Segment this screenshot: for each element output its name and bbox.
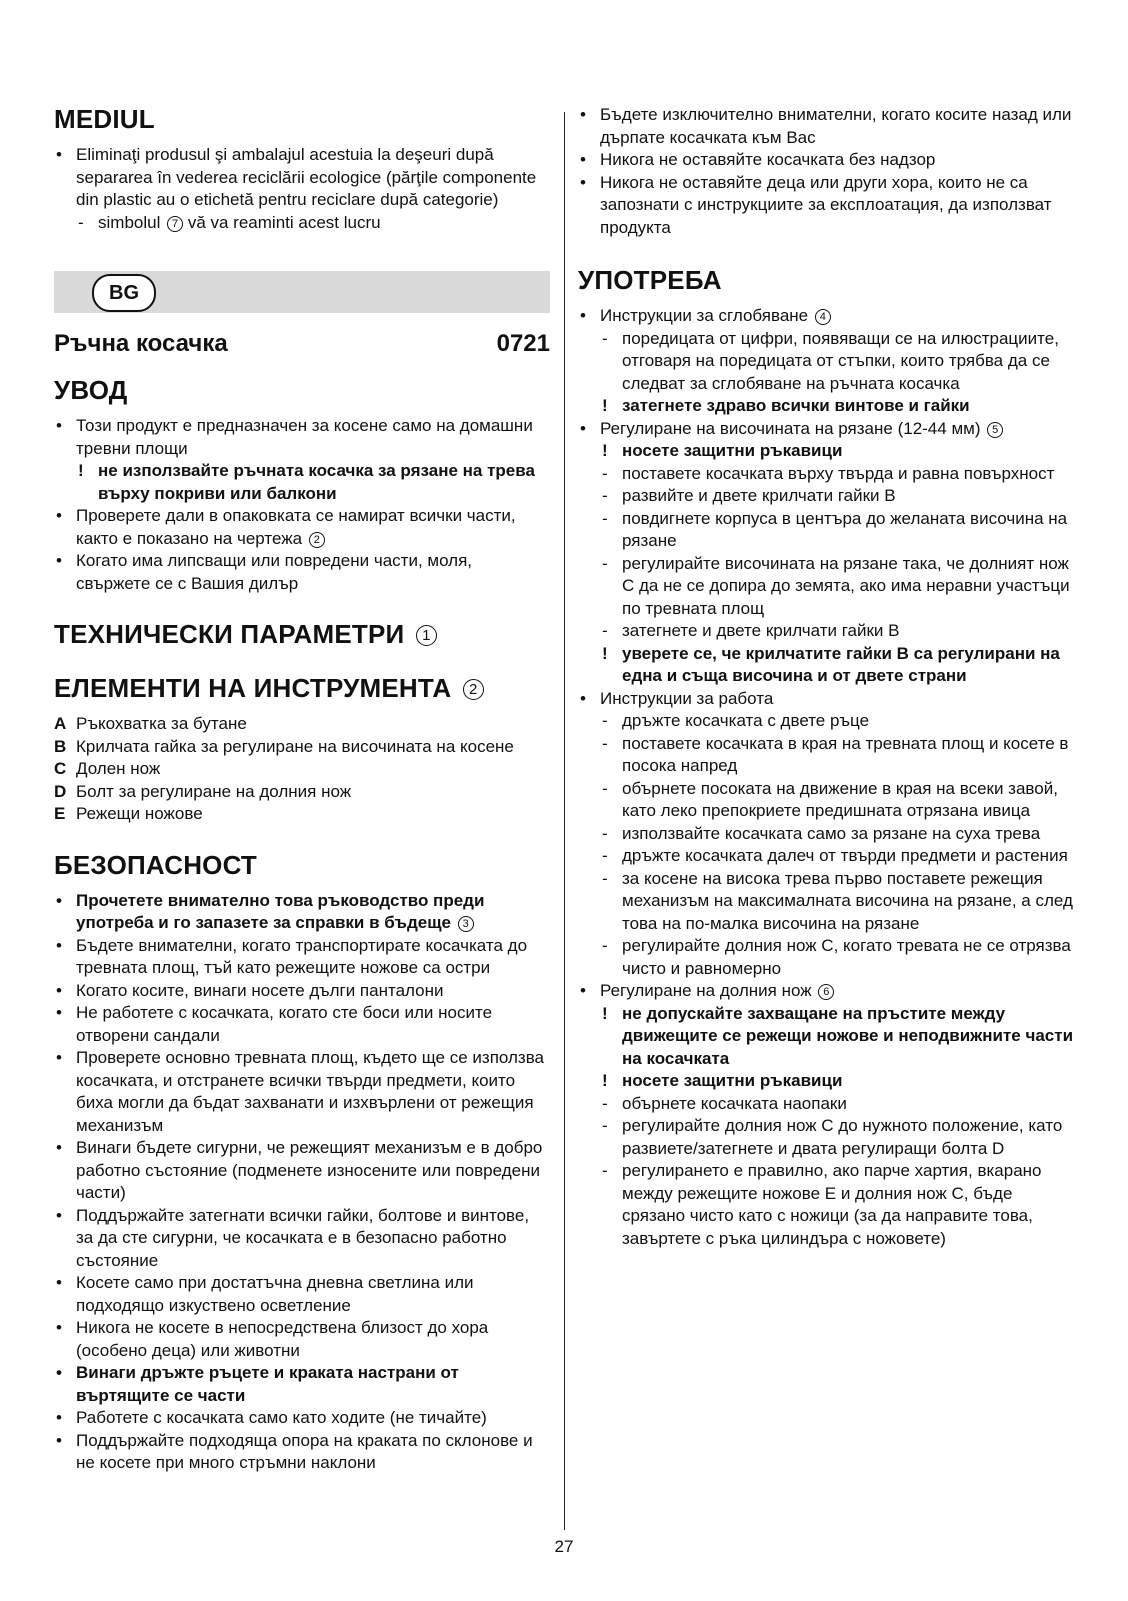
list-item: • Винаги дръжте ръцете и краката настрани от въртящите се части (54, 1362, 550, 1407)
figure-ref-icon: 6 (818, 984, 834, 1000)
list-item: • Регулиране на височината на рязане (12-44 мм) 5 (578, 418, 1080, 441)
language-badge: BG (92, 274, 156, 312)
figure-ref-icon: 7 (167, 216, 183, 232)
list-item: • Никога не оставяйте деца или други хора, които не са запознати с инструкциите за експлоатация, да използват продукта (578, 172, 1080, 240)
warning-item: ! носете защитни ръкавици (578, 1070, 1080, 1093)
list-item: • Инструкции за работа (578, 688, 1080, 711)
uvod-list (54, 415, 550, 595)
list-item: - поставете косачката в края на тревната площ и косете в посока напред (578, 733, 1080, 778)
list-item: • Не работете с косачката, когато сте боси или носите отворени сандали (54, 1002, 550, 1047)
usage-list (578, 305, 1080, 1250)
list-item: - регулирайте долния нож C до нужното положение, като развиете/затегнете и двата регулиращи болта D (578, 1115, 1080, 1160)
list-item: - затегнете и двете крилчати гайки B (578, 620, 1080, 643)
list-item: • Когато косите, винаги носете дълги панталони (54, 980, 550, 1003)
list-item: - обърнете посоката на движение в края на всеки завой, като леко препокриете предишната отрязана ивица (578, 778, 1080, 823)
right-column (578, 104, 1080, 1250)
list-item: • Прочетете внимателно това ръководство преди употреба и го запазете за справки в бъдеще 3 (54, 890, 550, 935)
warning-item: ! уверете се, че крилчатите гайки B са регулирани на една и съща височина и от двете страни (578, 643, 1080, 688)
language-band (54, 271, 550, 313)
figure-ref-icon: 3 (458, 916, 474, 932)
list-item: - развийте и двете крилчати гайки B (578, 485, 1080, 508)
safety-list (54, 890, 550, 1475)
list-item: - обърнете косачката наопаки (578, 1093, 1080, 1116)
section-title-usage: УПОТРЕБА (578, 265, 722, 295)
left-column (54, 104, 550, 1475)
list-item: A Ръкохватка за бутане (54, 714, 247, 733)
list-item: • Косете само при достатъчна дневна светлина или подходящо изкуствено осветление (54, 1272, 550, 1317)
list-item: • Никога не косете в непосредствена близост до хора (особено деца) или животни (54, 1317, 550, 1362)
list-item: • Проверете дали в опаковката се намират всички части, както е показано на чертежа 2 (54, 505, 550, 550)
list-item: - регулирането е правилно, ако парче хартия, вкарано между режещите ножове E и долния нож C, бъде срязано чисто като с ножици (за да направите това, завъртете с ръка цилиндъра с ножовете) (578, 1160, 1080, 1250)
section-title-uvod: УВОД (54, 375, 128, 405)
figure-ref-icon: 4 (815, 309, 831, 325)
figure-ref-icon: 2 (463, 679, 484, 700)
product-name: Ръчна косачка (54, 330, 228, 357)
section-title-mediul: MEDIUL (54, 104, 155, 134)
list-item: • Eliminaţi produsul şi ambalajul acestuia la deşeuri după separarea în vederea reciclării ecologice (părţile componente din plastic au o etichetă pentru reciclare după categorie) (54, 144, 550, 212)
list-item: • Бъдете изключително внимателни, когато косите назад или дърпате косачката към Вас (578, 104, 1080, 149)
list-item: - дръжте косачката далеч от твърди предмети и растения (578, 845, 1080, 868)
section-title-tech: ТЕХНИЧЕСКИ ПАРАМЕТРИ 1 (54, 619, 550, 649)
list-item: • Работете с косачката само като ходите (не тичайте) (54, 1407, 550, 1430)
list-item: - за косене на висока трева първо поставете режещия механизъм на максималната височина на рязане, а след това на по-малка височина на рязане (578, 868, 1080, 936)
list-item: • Регулиране на долния нож 6 (578, 980, 1080, 1003)
mediul-list (54, 144, 550, 234)
list-item: C Долен нож (54, 759, 161, 778)
list-item: D Болт за регулиране на долния нож (54, 781, 352, 801)
list-item: - използвайте косачката само за рязане на суха трева (578, 823, 1080, 846)
list-item: E Режещи ножове (54, 804, 203, 823)
list-item: - дръжте косачката с двете ръце (578, 710, 1080, 733)
list-item: - повдигнете корпуса в центъра до желаната височина на рязане (578, 508, 1080, 553)
list-item: • Когато има липсващи или повредени части, моля, свържете се с Вашия дилър (54, 550, 550, 595)
list-item: - поставете косачката върху твърда и равна повърхност (578, 463, 1080, 486)
safety-list-continued (578, 104, 1080, 239)
elements-list (54, 713, 550, 826)
product-title-row (54, 329, 550, 359)
list-item: • Никога не оставяйте косачката без надзор (578, 149, 1080, 172)
warning-item: ! затегнете здраво всички винтове и гайки (578, 395, 1080, 418)
product-code: 0721 (496, 330, 550, 357)
warning-item: ! не използвайте ръчната косачка за рязане на трева върху покриви или балкони (54, 460, 550, 505)
list-item: • Инструкции за сглобяване 4 (578, 305, 1080, 328)
list-item: • Този продукт е предназначен за косене само на домашни тревни площи (54, 415, 550, 460)
list-item: • Поддържайте затегнати всички гайки, болтове и винтове, за да сте сигурни, че косачката е в безопасно работно състояние (54, 1205, 550, 1273)
list-item: - поредицата от цифри, появяващи се на илюстрациите, отговаря на поредицата от стъпки, които трябва да се следват за сглобяване на ръчната косачка (578, 328, 1080, 396)
list-item: - регулирайте долния нож C, когато тревата не се отрязва чисто и равномерно (578, 935, 1080, 980)
list-item: • Поддържайте подходяща опора на краката по склонове и не косете при много стръмни наклони (54, 1430, 550, 1475)
figure-ref-icon: 2 (309, 532, 325, 548)
page-number: 27 (554, 1537, 574, 1556)
list-item: • Проверете основно тревната площ, където ще се използва косачката, и отстранете всички твърди предмети, които биха могли да бъдат захванати и изхвърлени от режещия механизъм (54, 1047, 550, 1137)
list-item: - регулирайте височината на рязане така, че долният нож C да не се допира до земята, ако има неравни участъци по тревната площ (578, 553, 1080, 621)
warning-item: ! не допускайте захващане на пръстите между движещите се режещи ножове и неподвижните части на косачката (578, 1003, 1080, 1071)
list-item: • Бъдете внимателни, когато транспортирате косачката до тревната площ, тъй като режещите ножове са остри (54, 935, 550, 980)
figure-ref-icon: 5 (987, 422, 1003, 438)
figure-ref-icon: 1 (416, 625, 437, 646)
list-item: • Винаги бъдете сигурни, че режещият механизъм е в добро работно състояние (подменете износените или повредени части) (54, 1137, 550, 1205)
warning-item: ! носете защитни ръкавици (578, 440, 1080, 463)
section-title-safety: БЕЗОПАСНОСТ (54, 849, 258, 880)
section-title-elements: ЕЛЕМЕНТИ НА ИНСТРУМЕНТА 2 (54, 673, 550, 703)
column-divider (564, 112, 565, 1530)
list-item: B Крилчата гайка за регулиране на височината на косене (54, 736, 514, 756)
list-item: - simbolul 7 vă va reaminti acest lucru (54, 212, 550, 235)
